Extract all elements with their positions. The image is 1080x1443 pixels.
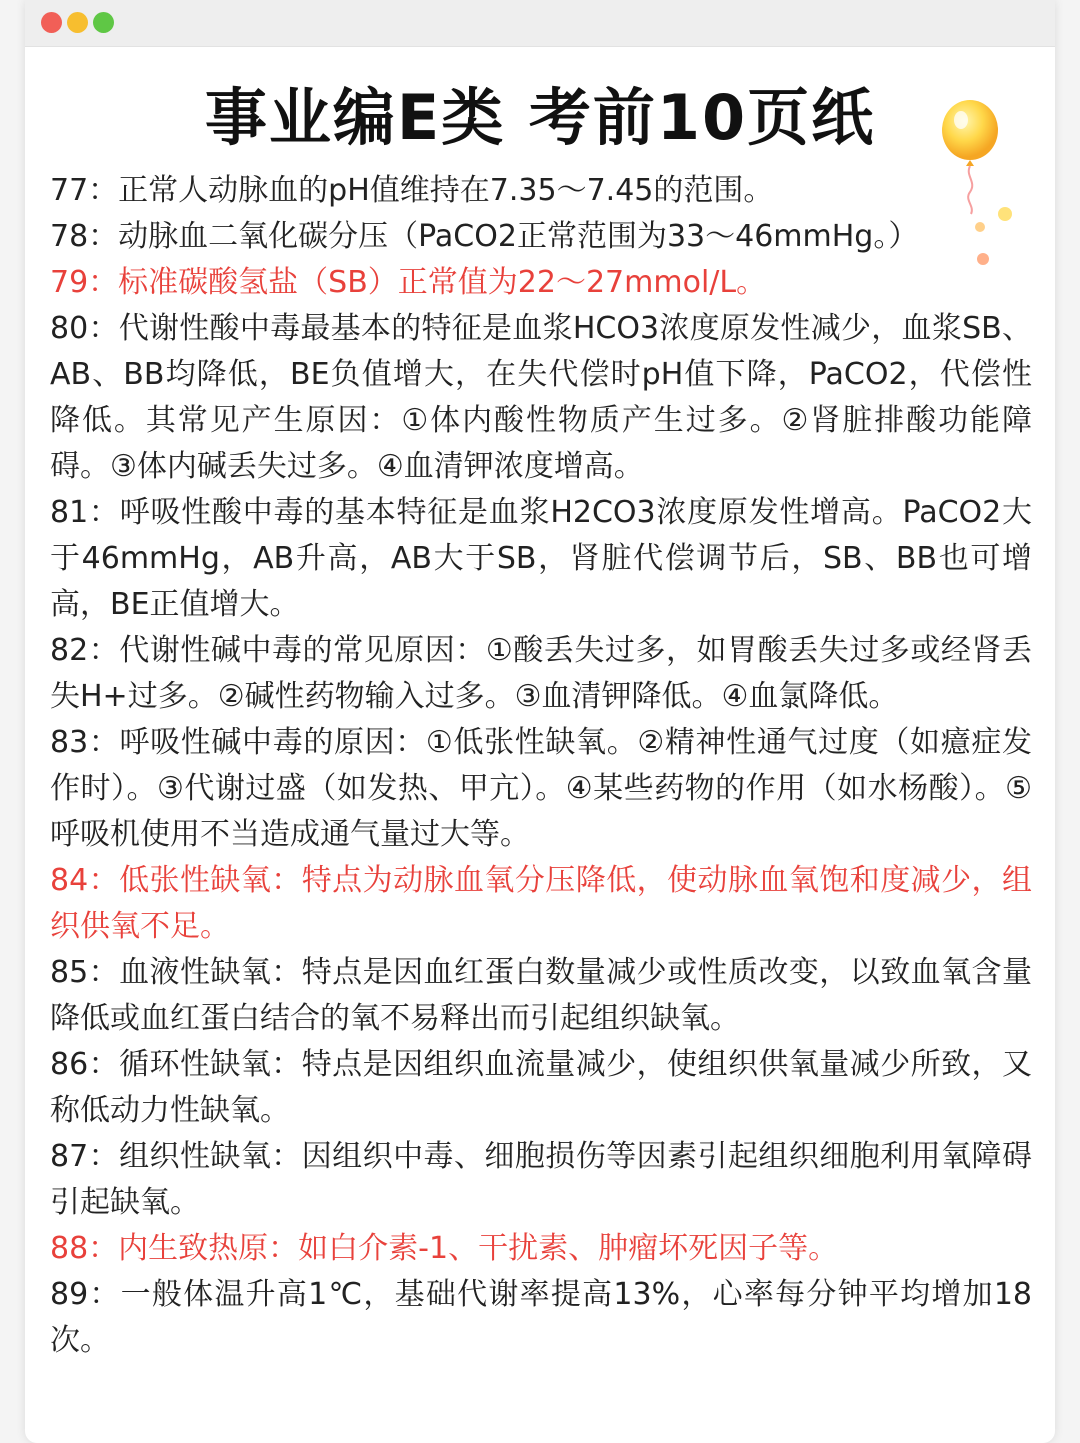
window-titlebar [25,0,1055,47]
page-title: 事业编E类 考前10页纸 [204,81,876,154]
note-item-89: 89：一般体温升高1℃，基础代谢率提高13%，心率每分钟平均增加18次。 [50,1277,1032,1358]
note-item-87: 87：组织性缺氧：因组织中毒、细胞损伤等因素引起组织细胞利用氧障碍引起缺氧。 [50,1139,1032,1220]
close-window-button[interactable] [41,12,62,33]
minimize-window-button[interactable] [67,12,88,33]
note-item-77: 77：正常人动脉血的pH值维持在7.35～7.45的范围。 [50,173,774,208]
note-item-79-highlighted: 79：标准碳酸氢盐（SB）正常值为22～27mmol/L。 [50,265,767,300]
maximize-window-button[interactable] [93,12,114,33]
note-item-83: 83：呼吸性碱中毒的原因：①低张性缺氧。②精神性通气过度（如癔症发作时）。③代谢过盛（如发热、甲亢）。④某些药物的作用（如水杨酸）。⑤呼吸机使用不当造成通气量过大等。 [50,725,1032,852]
note-item-85: 85：血液性缺氧：特点是因血红蛋白数量减少或性质改变，以致血氧含量降低或血红蛋白结合的氧不易释出而引起组织缺氧。 [50,955,1032,1036]
note-item-82: 82：代谢性碱中毒的常见原因：①酸丢失过多，如胃酸丢失过多或经肾丢失H+过多。②碱性药物输入过多。③血清钾降低。④血氯降低。 [50,633,1032,714]
note-item-84-highlighted: 84：低张性缺氧：特点为动脉血氧分压降低，使动脉血氧饱和度减少，组织供氧不足。 [50,863,1032,944]
note-item-86: 86：循环性缺氧：特点是因组织血流量减少，使组织供氧量减少所致，又称低动力性缺氧。 [50,1047,1032,1128]
note-item-78: 78：动脉血二氧化碳分压（PaCO2正常范围为33～46mmHg。） [50,219,919,254]
note-item-88-highlighted: 88：内生致热原：如白介素-1、干扰素、肿瘤坏死因子等。 [50,1231,839,1266]
note-item-81: 81：呼吸性酸中毒的基本特征是血浆H2CO3浓度原发性增高。PaCO2大于46mmHg，AB升高，AB大于SB，肾脏代偿调节后，SB、BB也可增高，BE正值增大。 [50,495,1032,622]
note-window [25,0,1055,1443]
note-content [50,168,1032,1364]
note-item-80: 80：代谢性酸中毒最基本的特征是血浆HCO3浓度原发性减少，血浆SB、AB、BB均降低，BE负值增大，在失代偿时pH值下降，PaCO2，代偿性降低。其常见产生原因：①体内酸性物质产生过多。②肾脏排酸功能障碍。③体内碱丢失过多。④血清钾浓度增高。 [50,311,1032,484]
